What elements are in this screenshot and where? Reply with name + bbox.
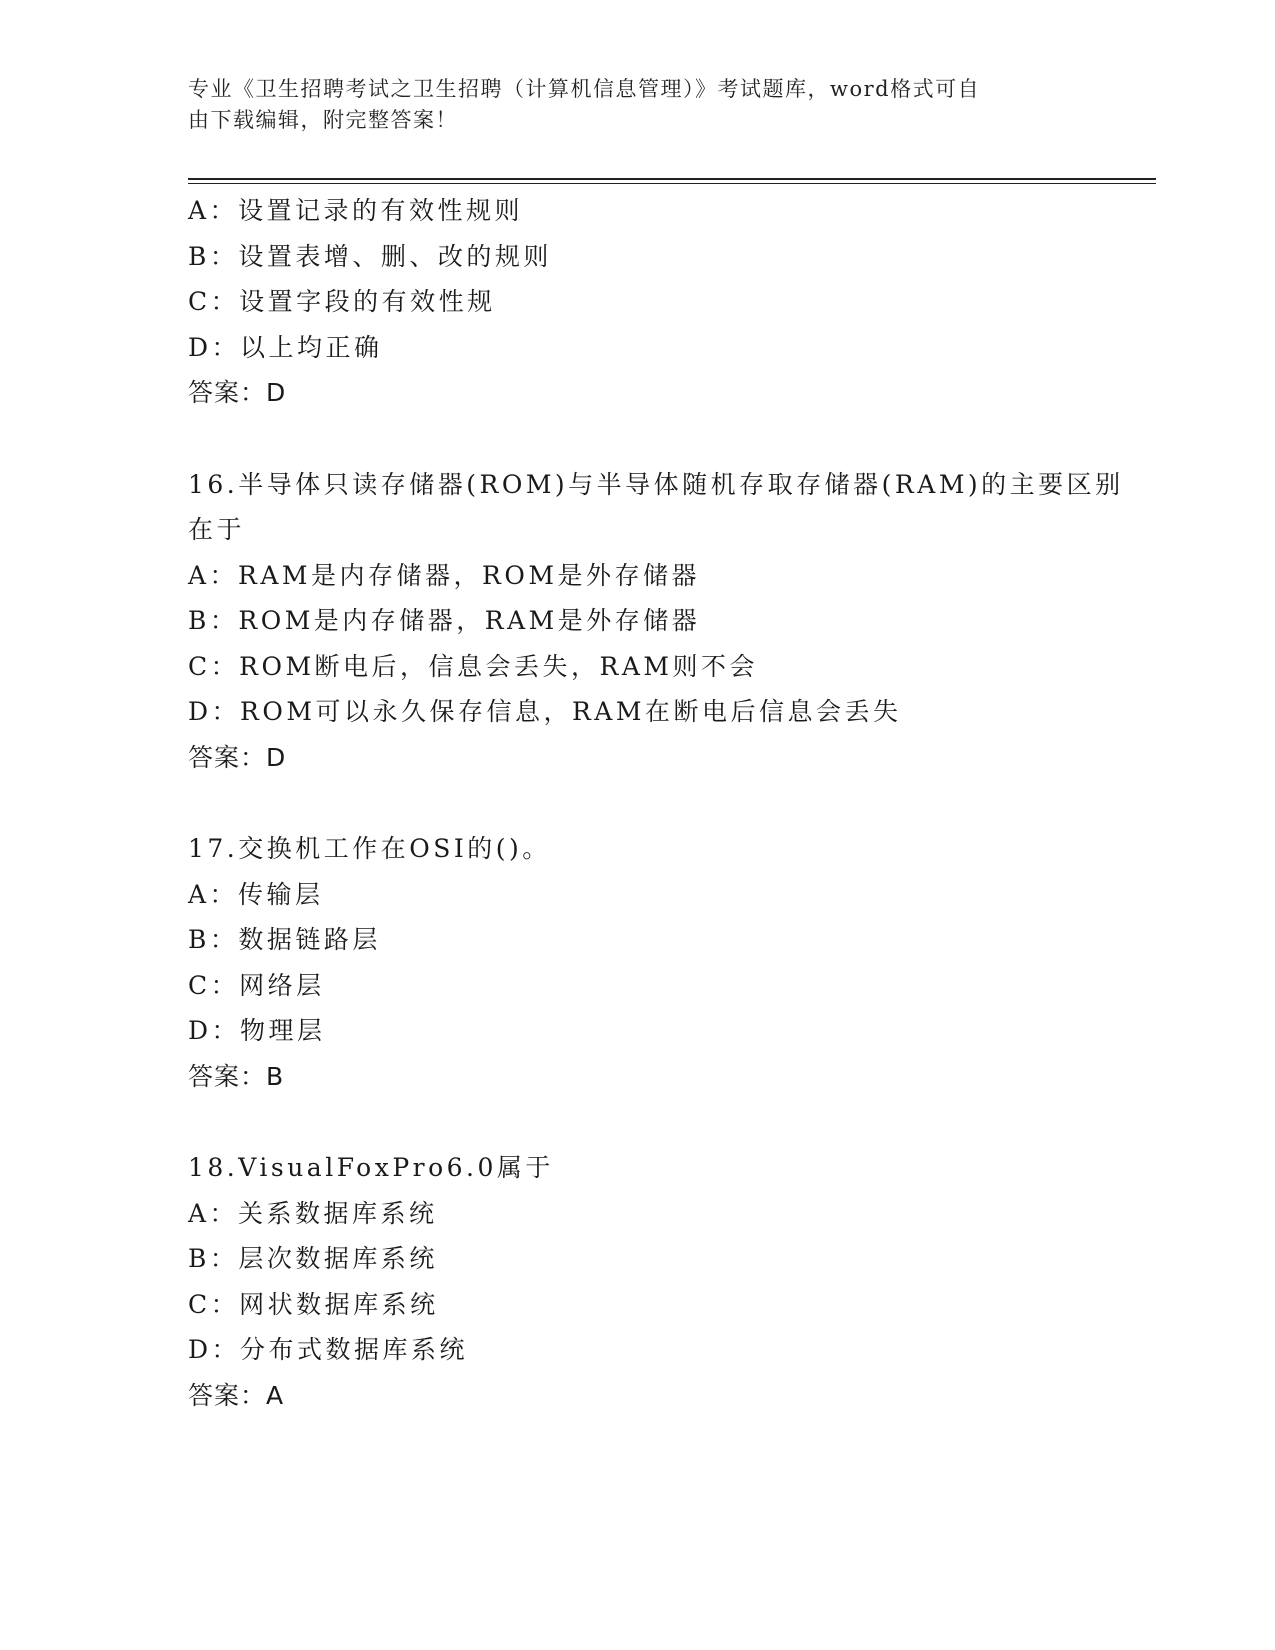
option-a: A：RAM是内存储器，ROM是外存储器 <box>188 560 700 590</box>
option-d: D：分布式数据库系统 <box>188 1335 469 1364</box>
question-stem: 16.半导体只读存储器(ROM)与半导体随机存取存储器(RAM)的主要区别 <box>188 469 1124 499</box>
header-divider-thick <box>188 178 1156 180</box>
answer: 答案：D <box>188 742 287 772</box>
option-d: D：以上均正确 <box>188 332 383 362</box>
option-b: B：设置表增、删、改的规则 <box>188 241 552 271</box>
option-c: C：网络层 <box>188 970 325 1000</box>
header-line-1: 专业《卫生招聘考试之卫生招聘（计算机信息管理）》考试题库，word格式可自 <box>188 77 981 101</box>
question-stem-continued: 在于 <box>188 515 246 544</box>
option-b: B：ROM是内存储器，RAM是外存储器 <box>188 606 701 635</box>
question-stem: 17.交换机工作在OSI的()。 <box>188 834 551 863</box>
option-c: C：ROM断电后，信息会丢失，RAM则不会 <box>188 651 759 681</box>
option-d: D：ROM可以永久保存信息，RAM在断电后信息会丢失 <box>188 697 902 726</box>
option-c: C：网状数据库系统 <box>188 1289 439 1319</box>
option-a: A：设置记录的有效性规则 <box>188 196 524 225</box>
header-divider-thin <box>188 183 1156 184</box>
answer: 答案：B <box>188 1061 285 1091</box>
question-16 <box>188 462 1124 781</box>
question-list <box>188 188 1124 1418</box>
option-d: D：物理层 <box>188 1016 326 1045</box>
question-17 <box>188 826 1088 1099</box>
answer: 答案：A <box>188 1380 285 1410</box>
document-header <box>188 74 1068 136</box>
option-b: B：数据链路层 <box>188 925 381 954</box>
option-b: B：层次数据库系统 <box>188 1244 438 1273</box>
option-a: A：关系数据库系统 <box>188 1198 438 1228</box>
option-c: C：设置字段的有效性规 <box>188 287 496 316</box>
header-line-2: 由下载编辑，附完整答案！ <box>188 108 458 132</box>
question-15 <box>188 188 1088 416</box>
answer: 答案：D <box>188 378 287 407</box>
question-18 <box>188 1145 1088 1418</box>
option-a: A：传输层 <box>188 879 324 909</box>
question-stem: 18.VisualFoxPro6.0属于 <box>188 1153 554 1182</box>
